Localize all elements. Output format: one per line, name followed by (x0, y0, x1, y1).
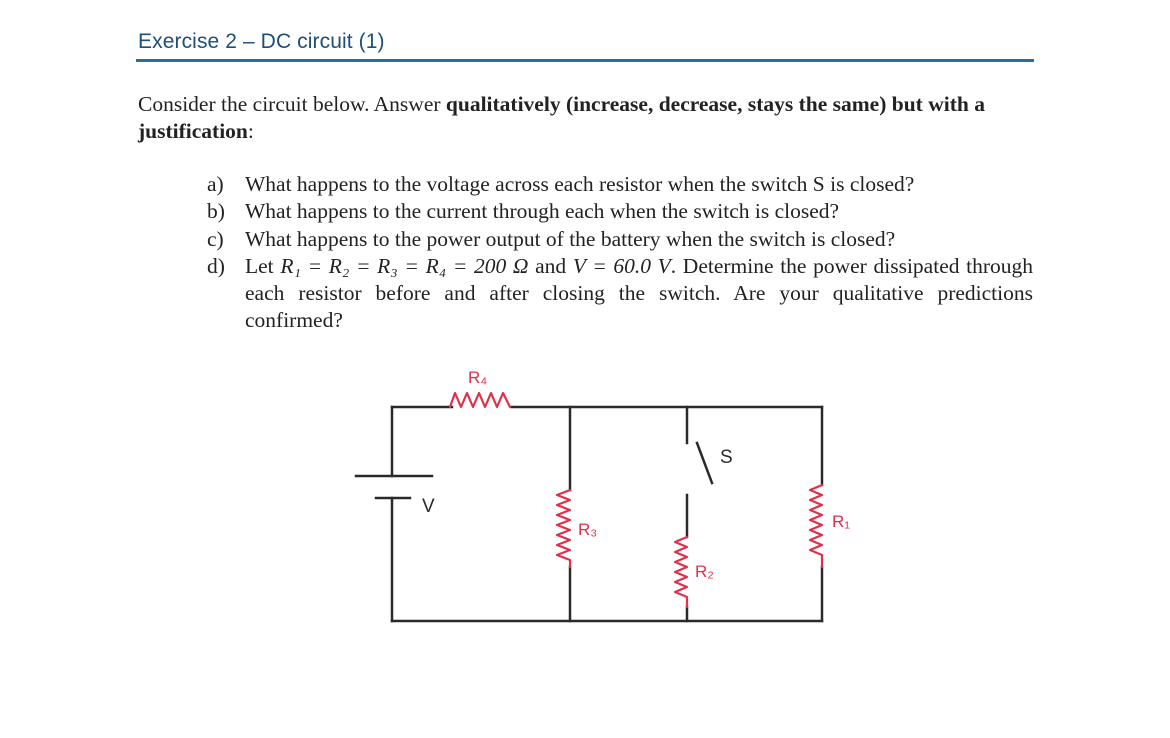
title-divider (136, 59, 1034, 62)
resistor-r2 (675, 537, 687, 607)
question-letter: a) (207, 172, 224, 196)
resistor-r1 (810, 485, 822, 567)
question-d (207, 253, 1033, 335)
label-r2: R₂ (695, 562, 714, 581)
circuit-diagram (340, 355, 860, 635)
question-letter: c) (207, 226, 224, 251)
label-switch: S (720, 447, 733, 468)
question-b (207, 198, 1033, 225)
question-text: What happens to the current through each when the switch is closed? (245, 199, 840, 224)
question-list (207, 171, 1033, 335)
intro-paragraph (138, 91, 1033, 145)
question-text: What happens to the voltage across each resistor when the switch S is closed? (245, 172, 915, 196)
resistor-r3 (557, 490, 570, 567)
switch-blade (697, 443, 712, 483)
intro-lead: Consider the circuit below. Answer (138, 92, 446, 116)
label-r3: R₃ (578, 520, 598, 539)
voltage-equation: V = 60.0 V (572, 253, 671, 278)
label-r4: R₄ (468, 368, 488, 387)
label-battery: V (422, 496, 435, 517)
intro-tail: : (247, 119, 254, 143)
resistor-r4 (450, 393, 510, 407)
intro-bold: qualitatively (increase, decrease, stays the same) but with a justification (138, 92, 985, 143)
question-d-mid: and (528, 253, 573, 278)
question-d-post: . Determine the power dissipated through each resistor before and after closing the switch. Are your qualitative predictions confirmed? (245, 253, 1034, 333)
question-text: What happens to the power output of the battery when the switch is closed? (245, 226, 896, 251)
question-letter: d) (207, 253, 225, 278)
question-text (245, 253, 1033, 335)
question-a (207, 171, 1033, 198)
question-d-pre: Let (245, 253, 281, 278)
section-title: Exercise 2 – DC circuit (1) (138, 30, 385, 53)
question-c (207, 226, 1033, 253)
question-letter: b) (207, 199, 225, 224)
label-r1: R₁ (832, 512, 851, 531)
resistance-equation: R₁ = R₂ = R₃ = R₄ = 200 Ω (280, 253, 529, 278)
